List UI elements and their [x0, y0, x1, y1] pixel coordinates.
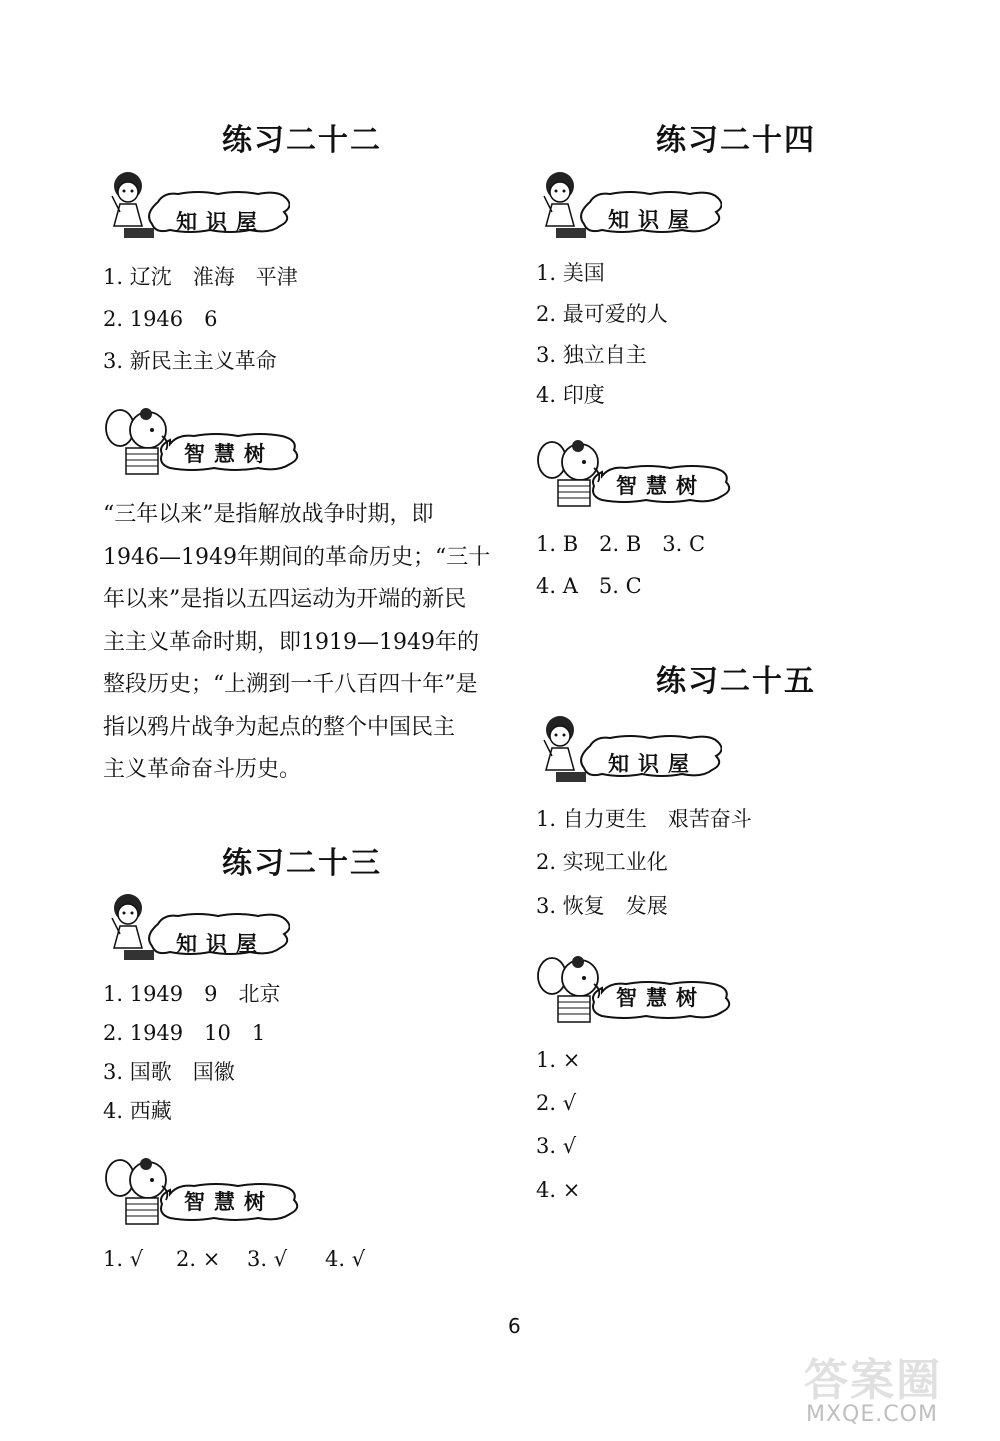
- ex23-knowledge-1: 1. 1949 9 北京: [103, 982, 281, 1006]
- ex22-wisdom-paragraph: [103, 494, 498, 792]
- ex22-knowledge-3: 3. 新民主主义革命: [103, 349, 277, 373]
- ex24-knowledge-3: 3. 独立自主: [536, 343, 647, 367]
- ex23-wisdom-3: 3. √: [247, 1247, 288, 1271]
- ex22-knowledge-1: 1. 辽沈 淮海 平津: [103, 265, 298, 289]
- knowledge-label: 知识屋: [608, 208, 698, 232]
- ex25-wisdom-2: 2. √: [536, 1091, 577, 1115]
- ex23-wisdom-4: 4. √: [325, 1247, 366, 1271]
- knowledge-label: 知识屋: [608, 752, 698, 776]
- ex22-wisdom-line-5: 整段历史；“上溯到一千八百四十年”是: [103, 672, 478, 697]
- knowledge-label: 知识屋: [176, 210, 266, 234]
- ex23-knowledge-4: 4. 西藏: [103, 1099, 172, 1123]
- page-number: 6: [508, 1314, 521, 1338]
- ex25-wisdom-3: 3. √: [536, 1134, 577, 1158]
- exercise-24-title: 练习二十四: [656, 123, 816, 158]
- knowledge-badge: [100, 162, 290, 240]
- knowledge-label: 知识屋: [176, 932, 266, 956]
- ex22-wisdom-line-3: 年以来”是指以五四运动为开端的新民: [103, 587, 467, 612]
- ex23-wisdom-1: 1. √: [103, 1247, 144, 1271]
- ex23-wisdom-2: 2. ×: [176, 1247, 221, 1271]
- ex24-knowledge-4: 4. 印度: [536, 383, 605, 407]
- ex24-knowledge-1: 1. 美国: [536, 261, 605, 285]
- knowledge-badge: [532, 162, 722, 240]
- ex22-wisdom-line-2: 1946—1949年期间的革命历史；“三十: [103, 544, 491, 570]
- watermark-url: MXQE.COM: [806, 1402, 938, 1427]
- ex22-wisdom-line-7: 主义革命奋斗历史。: [103, 757, 302, 782]
- knowledge-badge: [532, 706, 722, 784]
- ex24-wisdom-2: 4. A 5. C: [536, 574, 642, 598]
- watermark-logo: 答案圈: [804, 1355, 942, 1406]
- wisdom-label: 智慧树: [616, 474, 706, 498]
- ex22-wisdom-line-1: “三年以来”是指解放战争时期，即: [103, 502, 434, 527]
- ex22-wisdom-line-6: 指以鸦片战争为起点的整个中国民主: [103, 714, 456, 740]
- knowledge-badge: [100, 884, 290, 962]
- ex23-knowledge-3: 3. 国歌 国徽: [103, 1060, 235, 1084]
- ex25-wisdom-1: 1. ×: [536, 1048, 581, 1072]
- wisdom-label: 智慧树: [184, 1190, 274, 1214]
- ex25-knowledge-1: 1. 自力更生 艰苦奋斗: [536, 807, 752, 831]
- exercise-25-title: 练习二十五: [656, 664, 816, 699]
- ex25-wisdom-4: 4. ×: [536, 1178, 581, 1202]
- wisdom-badge: [532, 948, 722, 1026]
- wisdom-badge: [100, 1150, 290, 1228]
- exercise-22-title: 练习二十二: [222, 123, 382, 158]
- ex24-wisdom-1: 1. B 2. B 3. C: [536, 532, 706, 556]
- ex25-knowledge-3: 3. 恢复 发展: [536, 894, 668, 918]
- ex24-knowledge-2: 2. 最可爱的人: [536, 302, 668, 326]
- wisdom-label: 智慧树: [616, 986, 706, 1010]
- wisdom-badge: [100, 400, 290, 478]
- ex22-wisdom-line-4: 主主义革命时期，即1919—1949年的: [103, 629, 479, 655]
- ex22-knowledge-2: 2. 1946 6: [103, 307, 218, 331]
- ex25-knowledge-2: 2. 实现工业化: [536, 850, 668, 874]
- wisdom-label: 智慧树: [184, 442, 274, 466]
- watermark: [800, 1340, 990, 1435]
- wisdom-badge: [532, 432, 722, 510]
- exercise-23-title: 练习二十三: [222, 846, 382, 881]
- ex23-knowledge-2: 2. 1949 10 1: [103, 1021, 266, 1045]
